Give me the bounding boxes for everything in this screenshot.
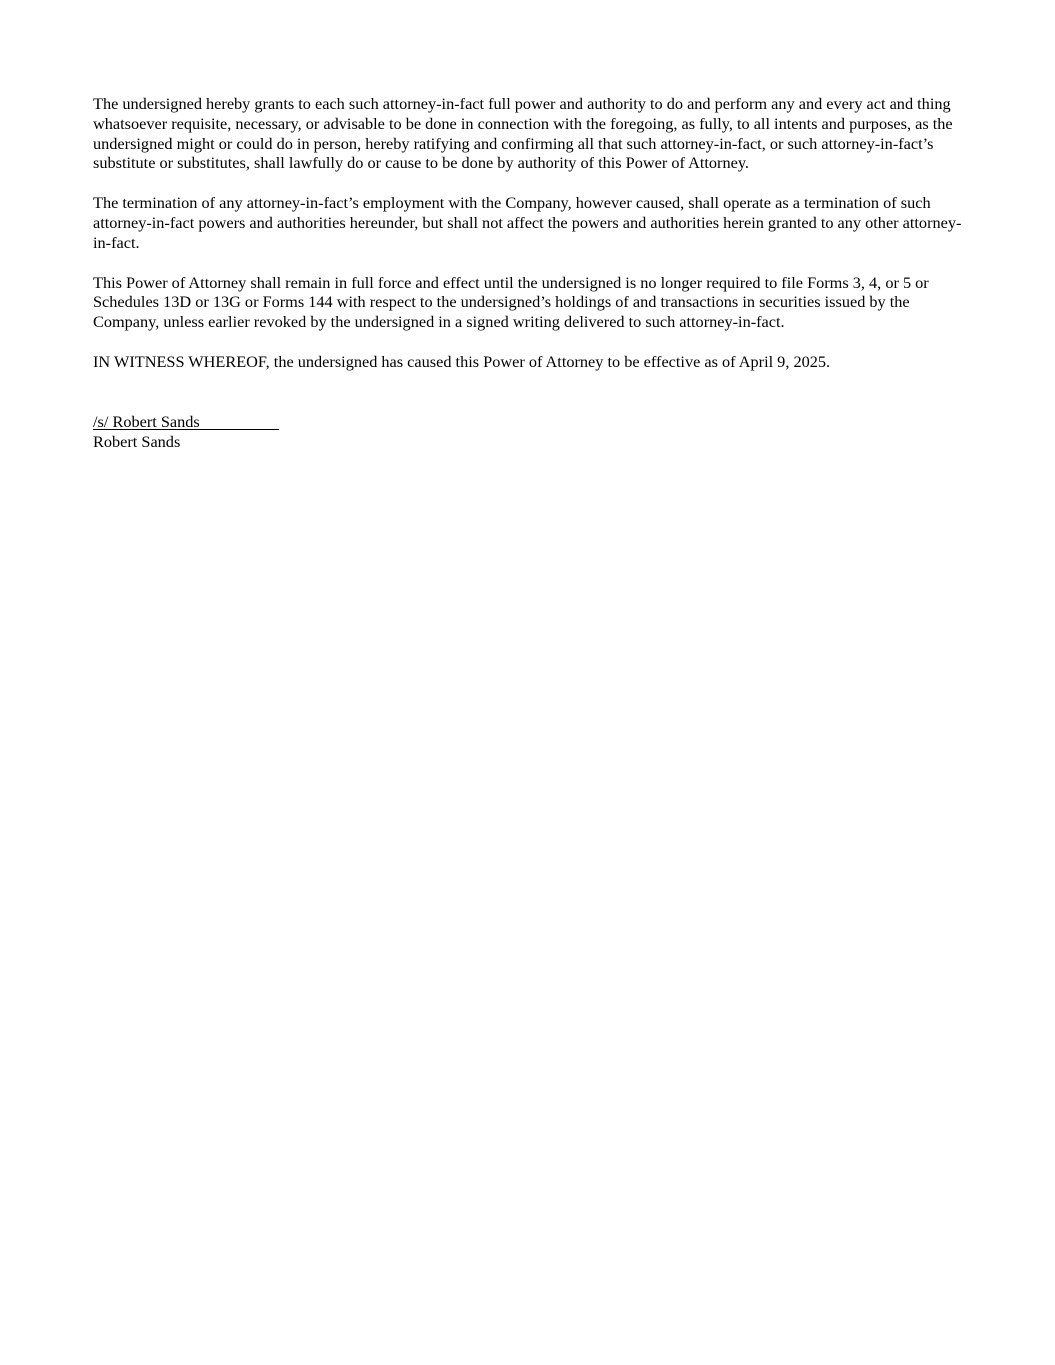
signatory-name: Robert Sands xyxy=(93,431,181,451)
signature-underline xyxy=(93,429,279,430)
paragraph-grant-of-authority: The undersigned hereby grants to each such attorney-in-fact full power and authority to do and perform any and every act and thing whatsoever requisite, necessary, or advisable to be done in connection with the foregoing, as fully, to all intents and purposes, as the undersigned might or could do in person, hereby ratifying and confirming all that such attorney-in-fact, or such attorney-in-fact’s substitute or substitutes, shall lawfully do or cause to be done by authority of this Power of Attorney. xyxy=(93,94,953,173)
signature-text: /s/ Robert Sands xyxy=(93,411,200,431)
paragraph-termination: The termination of any attorney-in-fact’s employment with the Company, however caused, shall operate as a termination of such attorney-in-fact powers and authorities hereunder, but shall not affect the powers and authorities herein granted to any other attorney-in-fact. xyxy=(93,193,962,252)
document-body xyxy=(93,94,973,452)
paragraph-duration: This Power of Attorney shall remain in full force and effect until the undersigned is no longer required to file Forms 3, 4, or 5 or Schedules 13D or 13G or Forms 144 with respect to the undersigned’s holdings of and transactions in securities issued by the Company, unless earlier revoked by the undersigned in a signed writing delivered to such attorney-in-fact. xyxy=(93,272,929,332)
paragraph-witness: IN WITNESS WHEREOF, the undersigned has caused this Power of Attorney to be effective as of April 9, 2025. xyxy=(93,351,831,371)
signature-block xyxy=(93,412,973,452)
signature-line xyxy=(93,412,973,432)
